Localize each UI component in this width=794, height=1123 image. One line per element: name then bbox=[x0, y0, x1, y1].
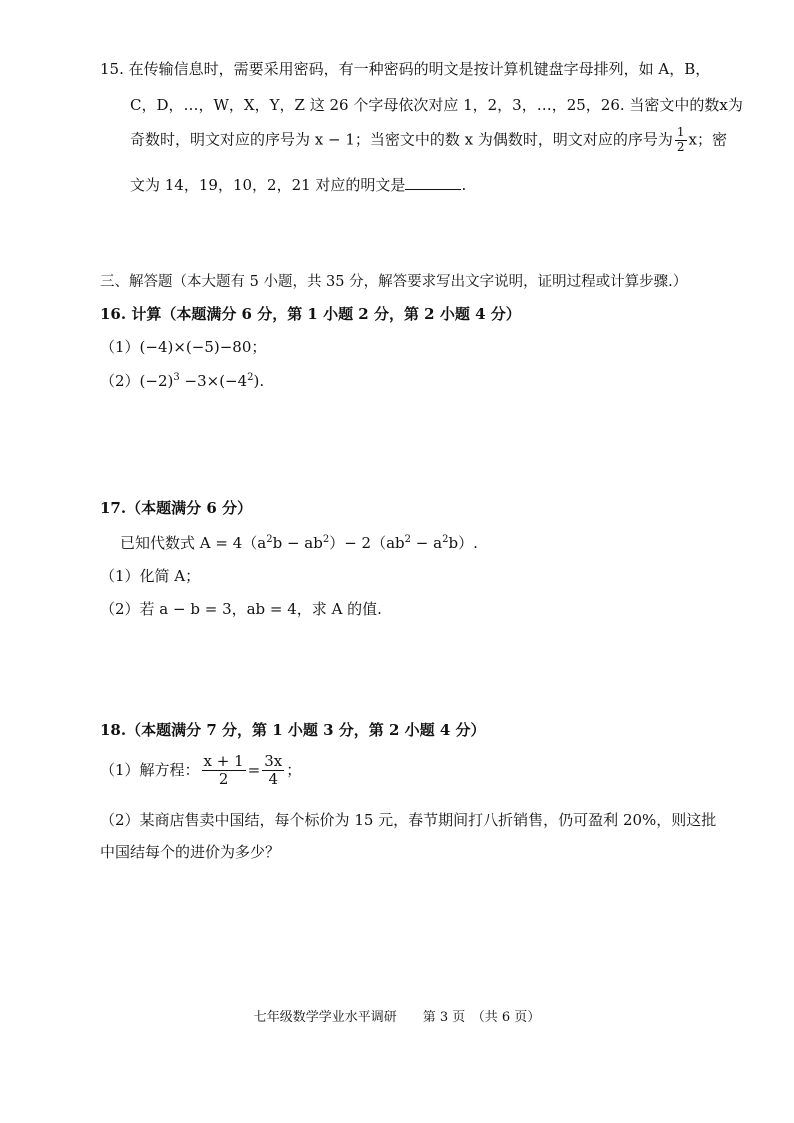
q18-right-den: 4 bbox=[268, 770, 279, 789]
q15-line-3-end: x；密 bbox=[688, 130, 727, 149]
q17-given-sup-4: 2 bbox=[442, 534, 449, 545]
q18-left-num: x + 1 bbox=[203, 752, 244, 770]
q16-part-2 bbox=[100, 372, 264, 390]
section-3-heading: 三、解答题（本大题有 5 小题，共 35 分，解答要求写出文字说明，证明过程或计算步骤.） bbox=[100, 274, 688, 290]
q18-right-num: 3x bbox=[264, 752, 283, 770]
q15-line-3 bbox=[130, 126, 727, 155]
q18-equals: = bbox=[247, 760, 261, 779]
q17-part-1: （1）化简 A； bbox=[100, 567, 201, 585]
q18-left-den: 2 bbox=[218, 770, 229, 789]
q17-given-c: ）− 2（ab bbox=[329, 534, 405, 552]
q18-left-fraction bbox=[202, 753, 246, 789]
q16-part-2-sup-2: 2 bbox=[247, 372, 254, 383]
q17-part-2: （2）若 a − b = 3，ab = 4，求 A 的值. bbox=[100, 600, 382, 618]
q16-heading: 16. 计算（本题满分 6 分，第 1 小题 2 分，第 2 小题 4 分） bbox=[100, 305, 521, 323]
q17-given-b: b − ab bbox=[272, 534, 323, 552]
q16-part-2-sup-1: 3 bbox=[173, 372, 180, 383]
q15-answer-blank[interactable] bbox=[405, 175, 461, 190]
q17-given-d: − a bbox=[411, 534, 443, 552]
q18-part-2-line-2: 中国结每个的进价为多少？ bbox=[100, 843, 281, 861]
q16-part-2-c: ). bbox=[253, 372, 265, 390]
q16-part-1: （1）(−4)×(−5)−80； bbox=[100, 338, 267, 356]
q17-given-sup-2: 2 bbox=[322, 534, 330, 545]
page-footer: 七年级数学学业水平调研 第 3 页 （共 6 页） bbox=[253, 1010, 541, 1025]
q18-part-1 bbox=[100, 753, 301, 789]
q18-part-1-label: （1）解方程： bbox=[100, 760, 200, 779]
q18-part-1-end: ； bbox=[286, 760, 302, 779]
q15-line-1: 15. 在传输信息时，需要采用密码，有一种密码的明文是按计算机键盘字母排列，如 A，B， bbox=[100, 60, 711, 78]
q17-given-e: b）. bbox=[448, 534, 478, 552]
q16-part-2-b: −3×(−4 bbox=[179, 372, 248, 390]
q15-frac-num: 1 bbox=[676, 125, 685, 139]
q15-line-2: C，D，…，W，X，Y，Z 这 26 个字母依次对应 1，2，3，…，25，26. 当密文中的数x为 bbox=[130, 96, 743, 114]
q17-given-sup-1: 2 bbox=[266, 534, 273, 545]
q15-half-fraction bbox=[675, 126, 687, 155]
q15-line-4-text: 文为 14，19，10，2，21 对应的明文是 bbox=[130, 176, 406, 194]
q18-part-2-line-1: （2）某商店售卖中国结，每个标价为 15 元，春节期间打八折销售，仍可盈利 20%，则这批 bbox=[100, 811, 717, 829]
q16-part-2-a: （2）(−2) bbox=[100, 372, 174, 390]
q15-line-4 bbox=[130, 175, 466, 194]
q18-heading: 18.（本题满分 7 分，第 1 小题 3 分，第 2 小题 4 分） bbox=[100, 721, 486, 739]
q15-line-4-end: . bbox=[461, 176, 467, 194]
q18-right-fraction bbox=[262, 753, 284, 789]
q17-given-a: 已知代数式 A = 4（a bbox=[120, 534, 267, 552]
q17-given-sup-3: 2 bbox=[404, 534, 412, 545]
q17-given bbox=[120, 534, 478, 552]
q17-heading: 17.（本题满分 6 分） bbox=[100, 499, 252, 517]
q15-line-3-text: 奇数时，明文对应的序号为 x − 1；当密文中的数 x 为偶数时，明文对应的序号为 bbox=[130, 130, 673, 149]
q15-frac-den: 2 bbox=[676, 139, 685, 154]
